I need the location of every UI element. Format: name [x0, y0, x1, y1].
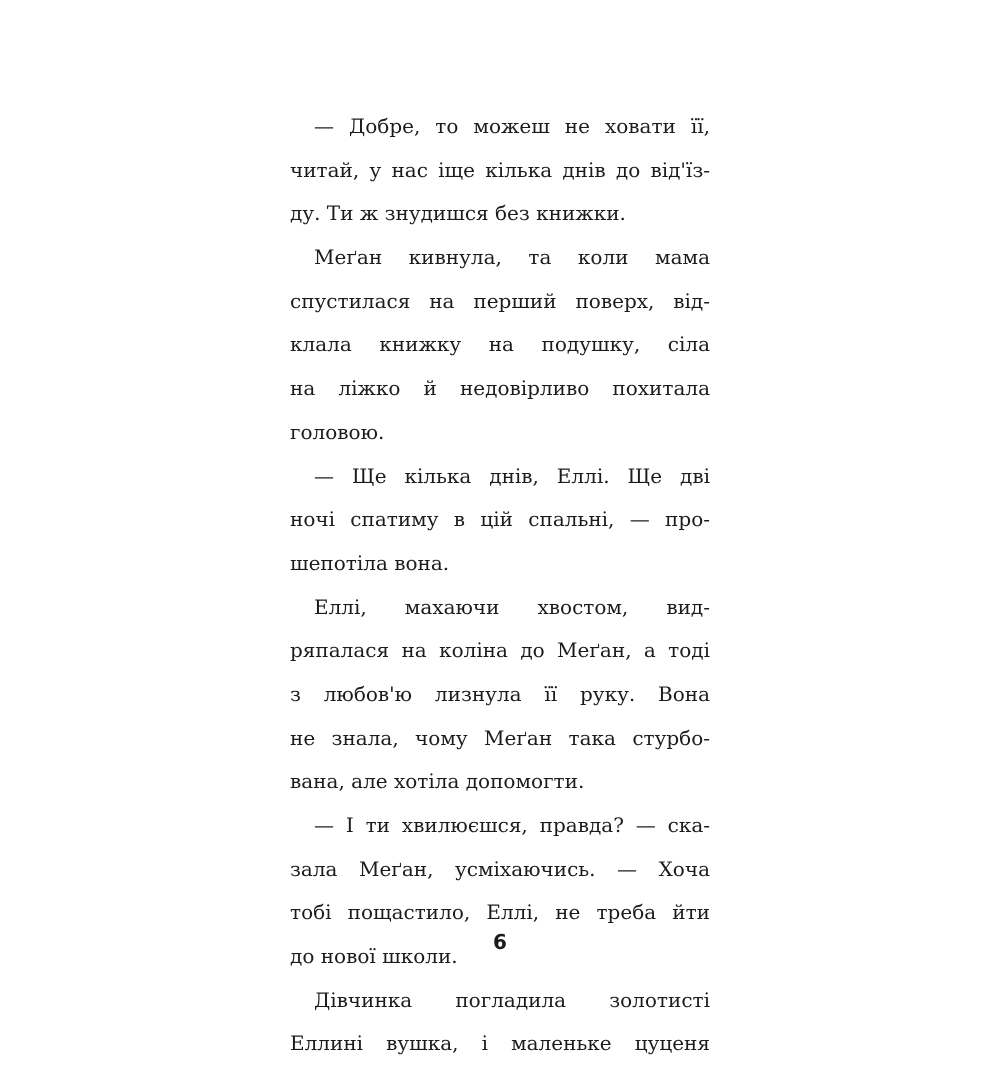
- text-line: клала книжку на подушку, сіла: [290, 332, 710, 357]
- text-line: до нової школи.: [290, 944, 458, 969]
- text-line: зала Меґан, усміхаючись. — Хоча: [290, 856, 710, 881]
- text-line: спустилася на перший поверх, від-: [290, 288, 710, 313]
- text-line: — І ти хвилюєшся, правда? — ска-: [314, 813, 710, 837]
- text-line: не знала, чому Меґан така стурбо-: [290, 725, 710, 750]
- text-line: — Добре, то можеш не ховати її,: [314, 114, 710, 138]
- text-line: головою.: [290, 419, 385, 444]
- text-line: ряпалася на коліна до Меґан, а тоді: [290, 638, 710, 663]
- text-line: Еллі, махаючи хвостом, вид-: [314, 594, 710, 619]
- body-text: [290, 105, 710, 1066]
- text-line: — Ще кілька днів, Еллі. Ще дві: [314, 463, 710, 488]
- text-line: ду. Ти ж знудишся без книжки.: [290, 201, 626, 226]
- text-line: Дівчинка погладила золотисті: [314, 987, 710, 1012]
- text-line: ночі спатиму в цій спальні, — про-: [290, 507, 710, 532]
- text-line: Еллині вушка, і маленьке цуценя: [290, 1031, 710, 1056]
- text-line: Меґан кивнула, та коли мама: [314, 245, 710, 270]
- text-line: з любов'ю лизнула її руку. Вона: [290, 681, 710, 706]
- text-line: читай, у нас іще кілька днів до від'їз-: [290, 157, 710, 182]
- text-line: на ліжко й недовірливо похитала: [290, 376, 710, 401]
- text-line: шепотіла вона.: [290, 550, 450, 575]
- text-line: вана, але хотіла допомогти.: [290, 769, 585, 794]
- page-number: 6: [493, 930, 507, 954]
- text-line: тобі пощастило, Еллі, не треба йти: [290, 900, 710, 925]
